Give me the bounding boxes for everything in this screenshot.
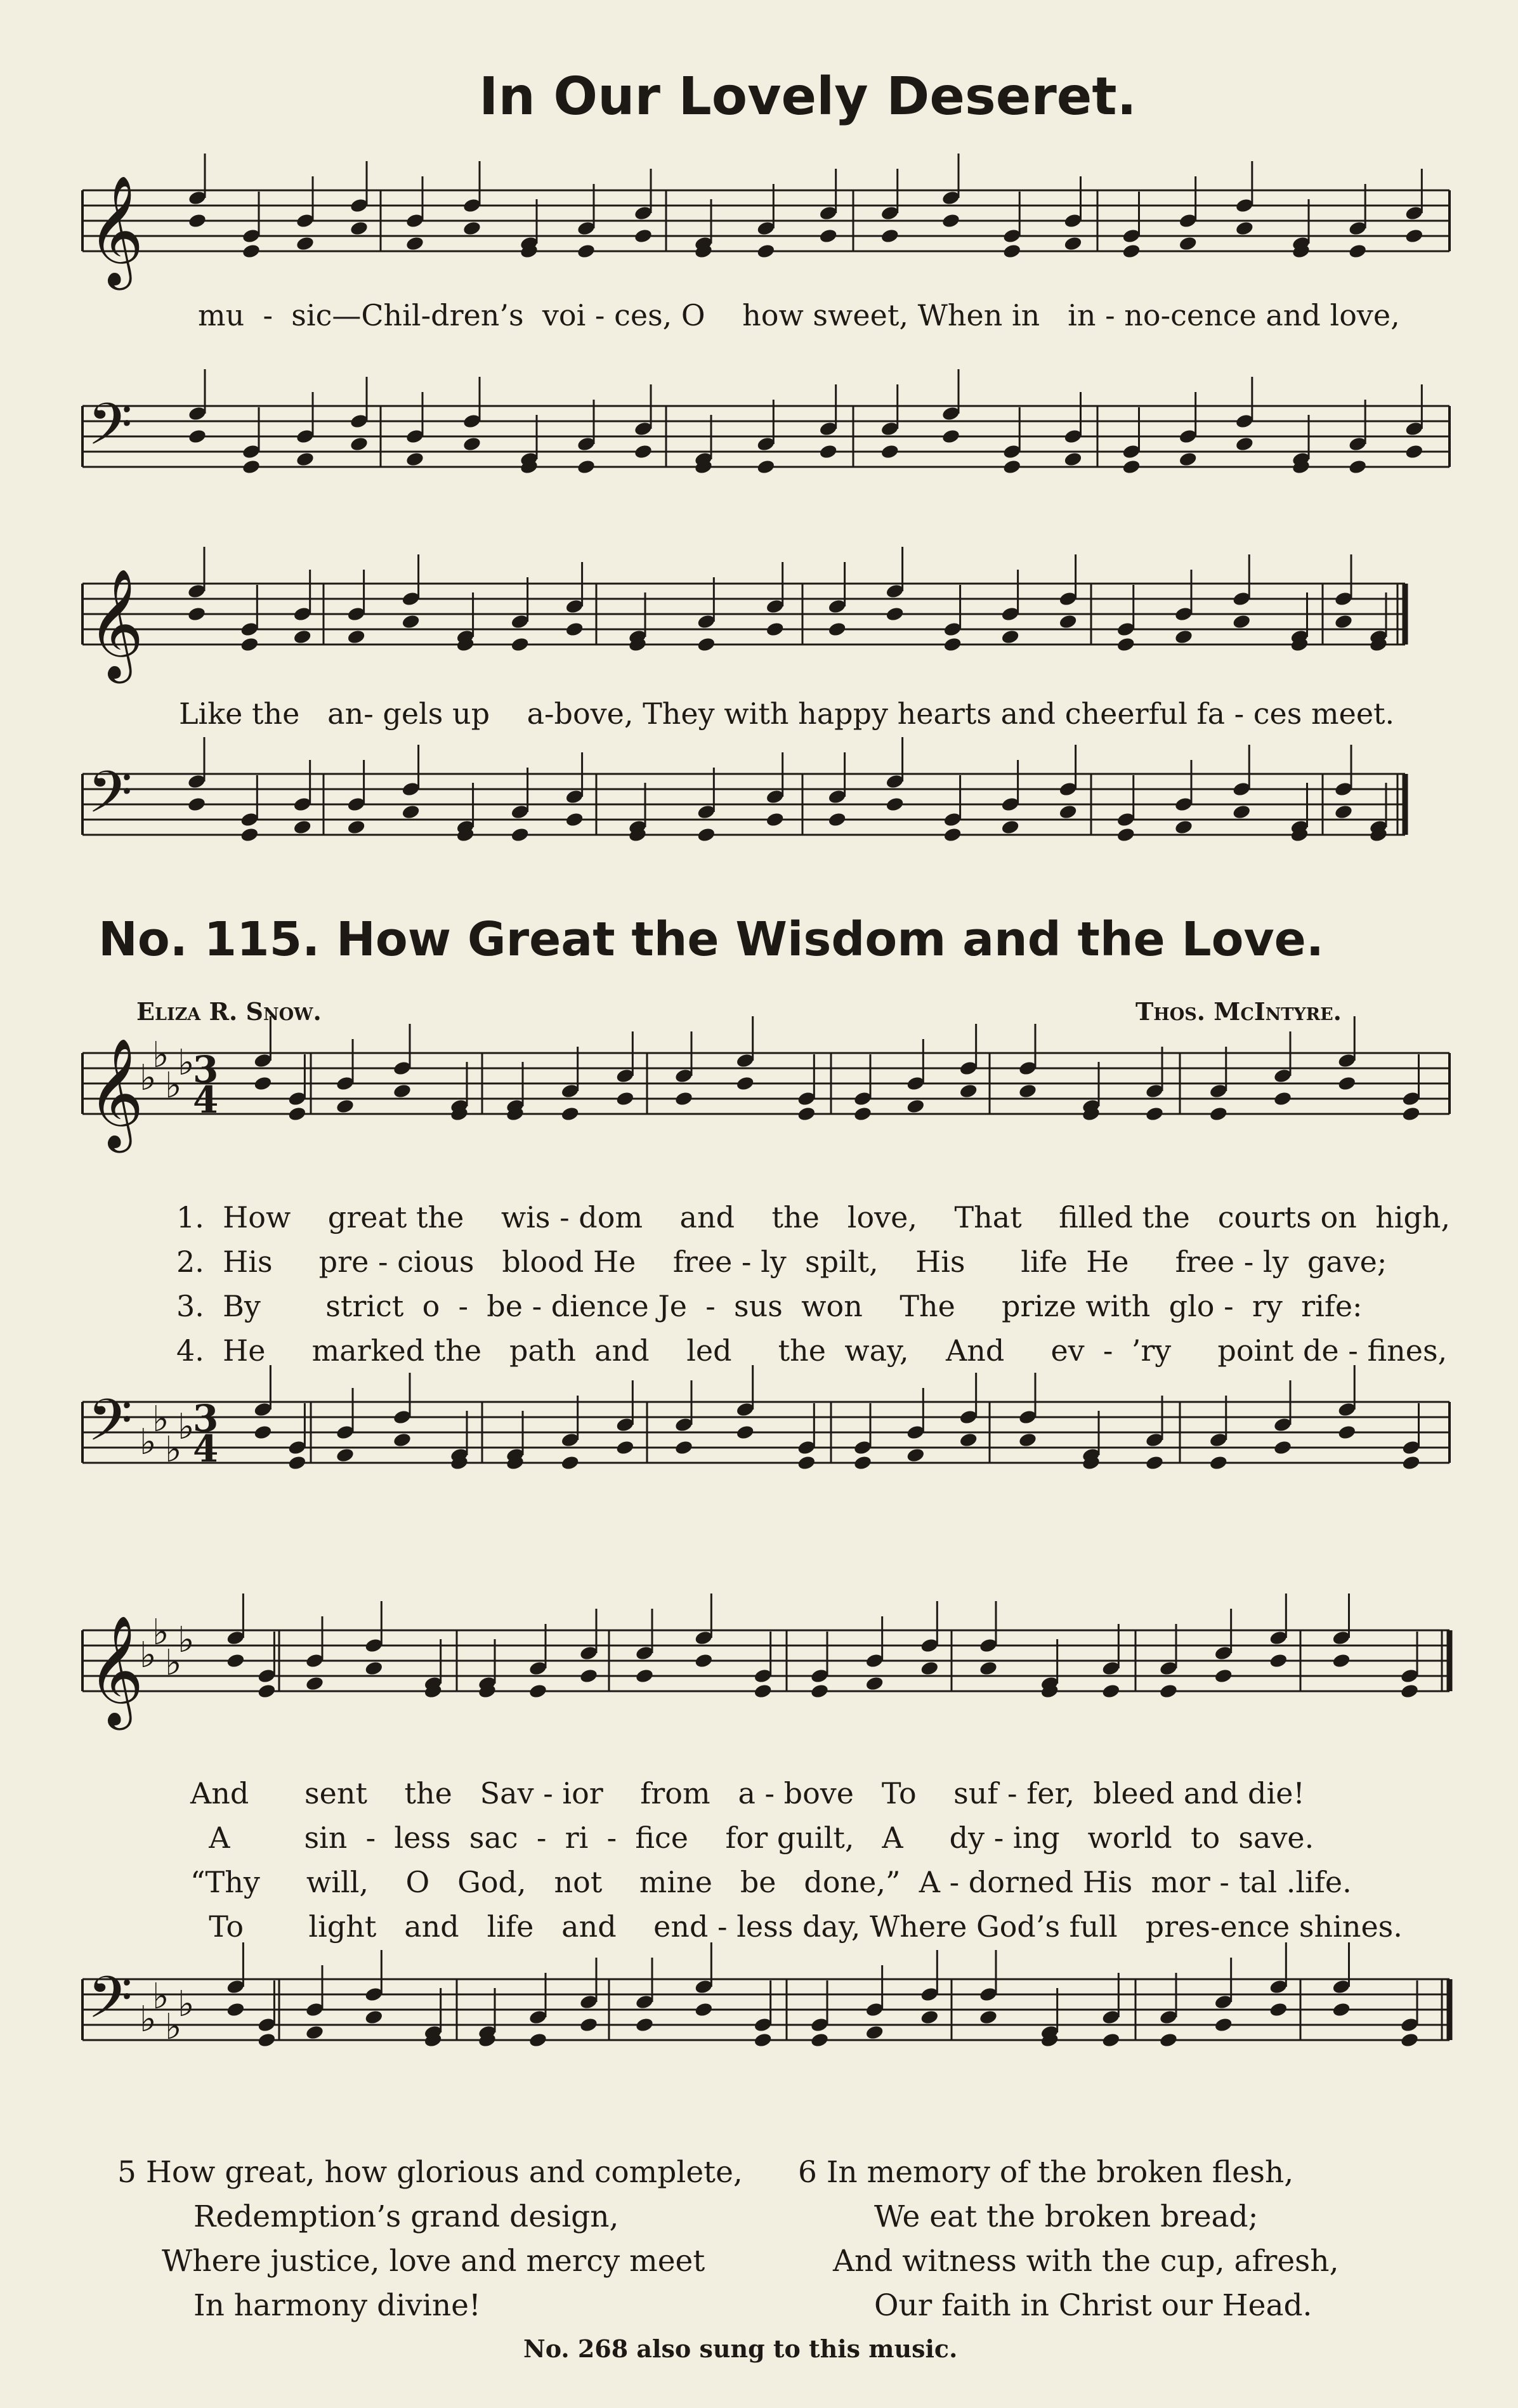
flat-sign-icon: ♭	[140, 1057, 157, 1099]
note-head	[1334, 613, 1354, 630]
note-head	[615, 1090, 635, 1107]
note-head	[1214, 1668, 1233, 1684]
note-head	[226, 1652, 245, 1669]
note-head	[579, 2017, 599, 2033]
note-head	[1337, 1424, 1357, 1441]
flat-sign-icon: ♭	[152, 1976, 169, 2017]
note-head	[941, 428, 961, 445]
note-head	[1063, 451, 1083, 468]
note-head	[674, 1090, 694, 1107]
note-head	[1235, 220, 1255, 237]
note-head	[797, 1106, 816, 1122]
note-head	[1348, 243, 1368, 259]
flat-sign-icon: ♭	[140, 1422, 157, 1463]
note-head	[920, 1660, 939, 1677]
note-head	[393, 1083, 412, 1099]
stanza-6-line-3: And witness with the cup, afresh,	[833, 2244, 1339, 2279]
note-head	[756, 459, 776, 475]
note-head	[979, 2009, 998, 2025]
note-head	[959, 1432, 978, 1448]
stanza-5-line-2: Redemption’s grand design,	[193, 2199, 619, 2234]
note-head	[462, 436, 482, 452]
note-head	[242, 459, 261, 475]
time-signature-bottom: 4	[193, 1427, 219, 1470]
note-head	[810, 2032, 830, 2048]
note-head	[697, 636, 716, 653]
note-head	[240, 636, 259, 653]
note-head	[393, 1432, 412, 1448]
note-head	[765, 811, 785, 828]
note-head	[292, 819, 312, 835]
note-head	[853, 1106, 873, 1122]
hymn-b-verse-3-cont: “Thy will, O God, not mine be done,” A - dorned His mor - tal .life.	[190, 1865, 1352, 1899]
note-head	[1058, 613, 1078, 630]
note-head	[257, 1683, 277, 1699]
note-head	[634, 443, 653, 460]
note-head	[1401, 1455, 1421, 1471]
note-head	[943, 636, 962, 653]
note-head	[287, 1455, 307, 1471]
note-head	[1332, 1652, 1351, 1669]
note-head	[405, 451, 425, 468]
note-head	[1159, 1683, 1179, 1699]
hymn-b-verse-4: 4. He marked the path and led the way, And ev - ’ry point de - fines,	[176, 1333, 1448, 1368]
stanza-5-line-4: In harmony divine!	[193, 2288, 481, 2323]
note-head	[577, 243, 596, 259]
note-head	[810, 1683, 830, 1699]
note-head	[1348, 459, 1368, 475]
treble-clef-icon: 𝄞	[88, 568, 144, 679]
stanza-5	[117, 2150, 743, 2328]
note-head	[827, 811, 847, 828]
hymn-a-title: In Our Lovely Deseret.	[479, 67, 1137, 127]
flat-sign-icon: ♭	[178, 1984, 195, 2025]
note-head	[1145, 1106, 1165, 1122]
note-head	[1122, 243, 1141, 259]
stanza-5-line-3: Where justice, love and mercy meet	[162, 2244, 705, 2279]
note-head	[1174, 819, 1194, 835]
flat-sign-icon: ♭	[165, 1642, 182, 1684]
note-head	[1018, 1083, 1038, 1099]
note-head	[253, 1075, 273, 1092]
note-head	[462, 220, 482, 237]
flat-sign-icon: ♭	[140, 1635, 157, 1676]
note-head	[1058, 804, 1078, 820]
note-head	[1332, 2001, 1351, 2018]
stanza-5-number: 5	[117, 2155, 136, 2190]
note-head	[1002, 459, 1022, 475]
note-head	[336, 1098, 355, 1115]
note-head	[287, 1106, 307, 1122]
note-head	[1002, 243, 1022, 259]
hymn-a-lyric-line-2: Like the an- gels up a-bove, They with happy hearts and cheerful fa - ces meet.	[179, 697, 1395, 731]
note-head	[401, 613, 421, 630]
note-head	[1400, 1683, 1420, 1699]
bass-clef-icon: 𝄢	[88, 1964, 133, 2045]
note-head	[959, 1083, 978, 1099]
note-head	[1269, 2001, 1288, 2018]
hymn-b-system2-bass-staff	[0, 1954, 1518, 2106]
hymn-b-system1-treble-staff	[0, 1028, 1518, 1180]
note-head	[253, 1424, 273, 1441]
stanza-6	[798, 2150, 1339, 2328]
note-head	[765, 621, 785, 638]
flat-sign-icon: ♭	[152, 1035, 169, 1076]
note-head	[1159, 2032, 1179, 2048]
hymn-a-system2-treble-staff	[0, 558, 1518, 710]
note-head	[305, 1675, 325, 1692]
note-head	[906, 1447, 926, 1463]
note-head	[635, 2017, 655, 2033]
note-head	[1334, 804, 1354, 820]
hymn-b-verse-2: 2. His pre - cious blood He free - ly spilt, His life He free - ly gave;	[176, 1245, 1387, 1279]
time-signature-top: 3	[193, 1048, 219, 1091]
flat-sign-icon: ♭	[152, 1612, 169, 1653]
note-head	[735, 1075, 755, 1092]
note-head	[753, 2032, 773, 2048]
flat-sign-icon: ♭	[178, 1620, 195, 1661]
stanza-5-line-1: How great, how glorious and complete,	[145, 2155, 743, 2190]
note-head	[827, 621, 847, 638]
note-head	[865, 1675, 884, 1692]
note-head	[565, 621, 584, 638]
note-head	[187, 606, 207, 622]
note-head	[364, 1660, 384, 1677]
note-head	[635, 1668, 655, 1684]
note-head	[187, 796, 207, 813]
note-head	[1178, 451, 1198, 468]
note-head	[943, 827, 962, 843]
note-head	[226, 2001, 245, 2018]
note-head	[510, 827, 530, 843]
bass-clef-icon: 𝄢	[88, 1387, 133, 1468]
stanza-6-line-2: We eat the broken bread;	[874, 2199, 1259, 2234]
note-head	[1063, 235, 1083, 252]
hymn-a-lyric-line-1: mu - sic—Chil-dren’s voi - ces, O how sweet, When in in - no-cence and love,	[198, 298, 1400, 332]
flat-sign-icon: ♭	[178, 1042, 195, 1083]
note-head	[1116, 636, 1135, 653]
treble-clef-icon: 𝄞	[88, 1615, 144, 1725]
note-head	[1273, 1439, 1293, 1456]
note-head	[1401, 1106, 1421, 1122]
note-head	[1018, 1432, 1038, 1448]
note-head	[296, 451, 315, 468]
flat-sign-icon: ♭	[178, 1406, 195, 1448]
hymn-b-verse-3: 3. By strict o - be - dience Je - sus won The prize with glo - ry rife:	[176, 1289, 1363, 1323]
note-head	[346, 629, 366, 645]
time-signature-bottom: 4	[193, 1078, 219, 1122]
note-head	[880, 228, 900, 244]
note-head	[979, 1660, 998, 1677]
note-head	[818, 443, 838, 460]
hymn-b-author: Eliza R. Snow.	[136, 997, 322, 1026]
hymn-a-system2-bass-staff	[0, 749, 1518, 901]
note-head	[1400, 2032, 1420, 2048]
time-signature-top: 3	[193, 1397, 219, 1440]
hymn-b-composer: Thos. McIntyre.	[1135, 997, 1342, 1026]
note-head	[1273, 1090, 1293, 1107]
hymn-a-system1-treble-staff	[0, 165, 1518, 317]
hymn-b-verse-1-cont: And sent the Sav - ior from a - bove To suf - fer, bleed and die!	[190, 1776, 1305, 1810]
note-head	[296, 235, 315, 252]
note-head	[818, 228, 838, 244]
note-head	[906, 1098, 926, 1115]
note-head	[1208, 1455, 1228, 1471]
note-head	[1404, 228, 1424, 244]
flat-sign-icon: ♭	[140, 1999, 157, 2040]
note-head	[753, 1683, 773, 1699]
note-head	[528, 2032, 548, 2048]
note-head	[305, 2024, 325, 2041]
note-head	[346, 819, 366, 835]
footnote: No. 268 also sung to this music.	[523, 2334, 958, 2363]
note-head	[853, 1455, 873, 1471]
note-head	[336, 1447, 355, 1463]
note-head	[240, 827, 259, 843]
note-head	[405, 235, 425, 252]
hymn-b-verse-1: 1. How great the wis - dom and the love, That filled the courts on high,	[176, 1200, 1451, 1234]
note-head	[401, 804, 421, 820]
note-head	[1235, 436, 1255, 452]
note-head	[1232, 804, 1252, 820]
note-head	[350, 436, 369, 452]
bass-clef-icon: 𝄢	[88, 759, 133, 840]
note-head	[615, 1439, 635, 1456]
note-head	[1208, 1106, 1228, 1122]
hymn-b-title: No. 115. How Great the Wisdom and the Love.	[98, 912, 1324, 967]
stanza-6-line-4: Our faith in Christ our Head.	[874, 2288, 1312, 2323]
note-head	[941, 213, 961, 229]
flat-sign-icon: ♭	[165, 1065, 182, 1106]
note-head	[242, 243, 261, 259]
treble-clef-icon: 𝄞	[88, 175, 144, 285]
note-head	[1122, 459, 1141, 475]
note-head	[1116, 827, 1135, 843]
note-head	[1269, 1652, 1288, 1669]
note-head	[528, 1683, 548, 1699]
note-head	[560, 1455, 580, 1471]
note-head	[880, 443, 900, 460]
flat-sign-icon: ♭	[165, 2006, 182, 2048]
note-head	[797, 1455, 816, 1471]
bass-clef-icon: 𝄢	[88, 391, 133, 472]
note-head	[364, 2009, 384, 2025]
note-head	[188, 428, 207, 445]
note-head	[257, 2032, 277, 2048]
note-head	[1101, 2032, 1121, 2048]
note-head	[1174, 629, 1194, 645]
note-head	[920, 2009, 939, 2025]
note-head	[1000, 629, 1020, 645]
note-head	[694, 2001, 714, 2018]
stanza-6-line-1: In memory of the broken flesh,	[826, 2155, 1294, 2190]
hymn-b-system2-treble-staff	[0, 1605, 1518, 1757]
note-head	[579, 1668, 599, 1684]
treble-clef-icon: 𝄞	[88, 1038, 144, 1148]
hymn-a-system1-bass-staff	[0, 381, 1518, 533]
note-head	[565, 811, 584, 828]
note-head	[292, 629, 312, 645]
note-head	[577, 459, 596, 475]
note-head	[674, 1439, 694, 1456]
note-head	[560, 1106, 580, 1122]
note-head	[510, 636, 530, 653]
note-head	[885, 796, 905, 813]
note-head	[188, 213, 207, 229]
hymn-b-system1-bass-staff	[0, 1377, 1518, 1529]
note-head	[697, 827, 716, 843]
note-head	[865, 2024, 884, 2041]
stanza-6-number: 6	[798, 2155, 817, 2190]
hymn-b-verse-2-cont: A sin - less sac - ri - fice for guilt, A dy - ing world to save.	[190, 1821, 1314, 1855]
flat-sign-icon: ♭	[152, 1399, 169, 1440]
note-head	[1404, 443, 1424, 460]
note-head	[1232, 613, 1252, 630]
note-head	[1178, 235, 1198, 252]
note-head	[735, 1424, 755, 1441]
note-head	[1000, 819, 1020, 835]
flat-sign-icon: ♭	[165, 1429, 182, 1470]
note-head	[1145, 1455, 1165, 1471]
note-head	[1101, 1683, 1121, 1699]
note-head	[885, 606, 905, 622]
note-head	[756, 243, 776, 259]
note-head	[694, 1652, 714, 1669]
note-head	[1337, 1075, 1357, 1092]
note-head	[1214, 2017, 1233, 2033]
hymn-b-verse-4-cont: To light and life and end - less day, Where God’s full pres-ence shines.	[190, 1909, 1403, 1944]
note-head	[634, 228, 653, 244]
note-head	[350, 220, 369, 237]
